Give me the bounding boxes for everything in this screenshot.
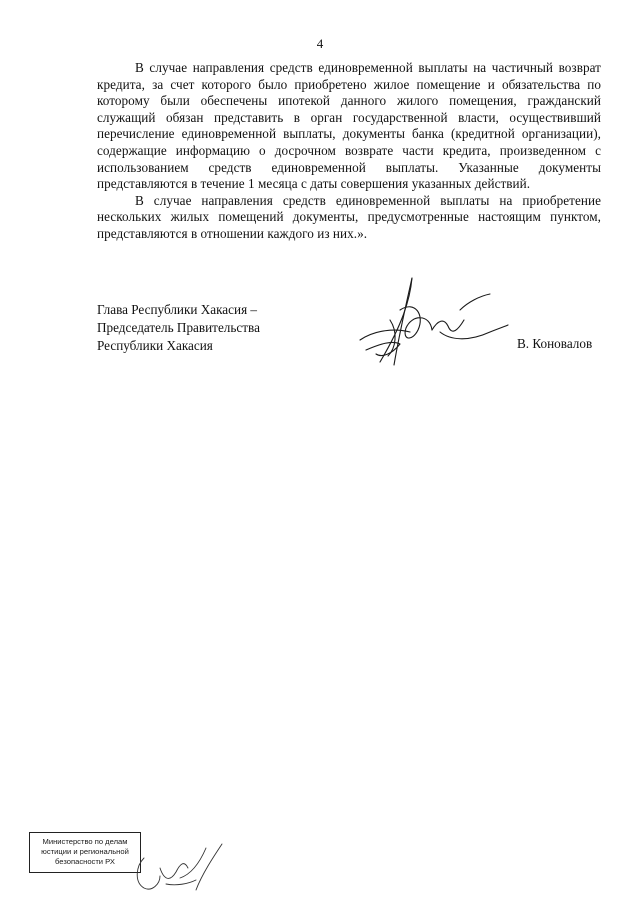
signatory-title-line-1: Глава Республики Хакасия – (97, 302, 258, 317)
stamp-line-1: Министерство по делам (42, 837, 128, 846)
ministry-stamp (29, 832, 141, 873)
handwritten-signature (340, 270, 510, 370)
handwritten-initials (130, 838, 230, 898)
page-number: 4 (316, 36, 324, 51)
paragraph-multiple-dwellings: В случае направления средств единовременной выплаты на приобретение нескольких жилых помещений документы, предусмотренные настоящим пунктом, представляются в отношении каждого из них.». (97, 192, 601, 241)
paragraph-partial-loan-repayment: В случае направления средств единовременной выплаты на частичный возврат кредита, за счет которого было приобретено жилое помещение и обязательства по которому были обеспечены ипотекой данного жилого помещения, гражданский служащий обязан представить в орган государственной власти, осуществивший перечисление единовременной выплаты, документы банка (кредитной организации), содержащие информацию о досрочном возврате части кредита, произведенном с использованием средств единовременной выплаты. Указанные документы представляются в течение 1 месяца с даты совершения указанных действий. (97, 60, 601, 192)
signatory-title-line-3: Республики Хакасия (97, 338, 213, 353)
signatory-title-line-2: Председатель Правительства (97, 320, 260, 335)
signatory-title (97, 301, 260, 355)
stamp-line-3: безопасности РХ (55, 857, 115, 866)
signer-name: В. Коновалов (517, 336, 593, 351)
stamp-line-2: юстиции и региональной (41, 847, 129, 856)
document-body (97, 60, 601, 243)
